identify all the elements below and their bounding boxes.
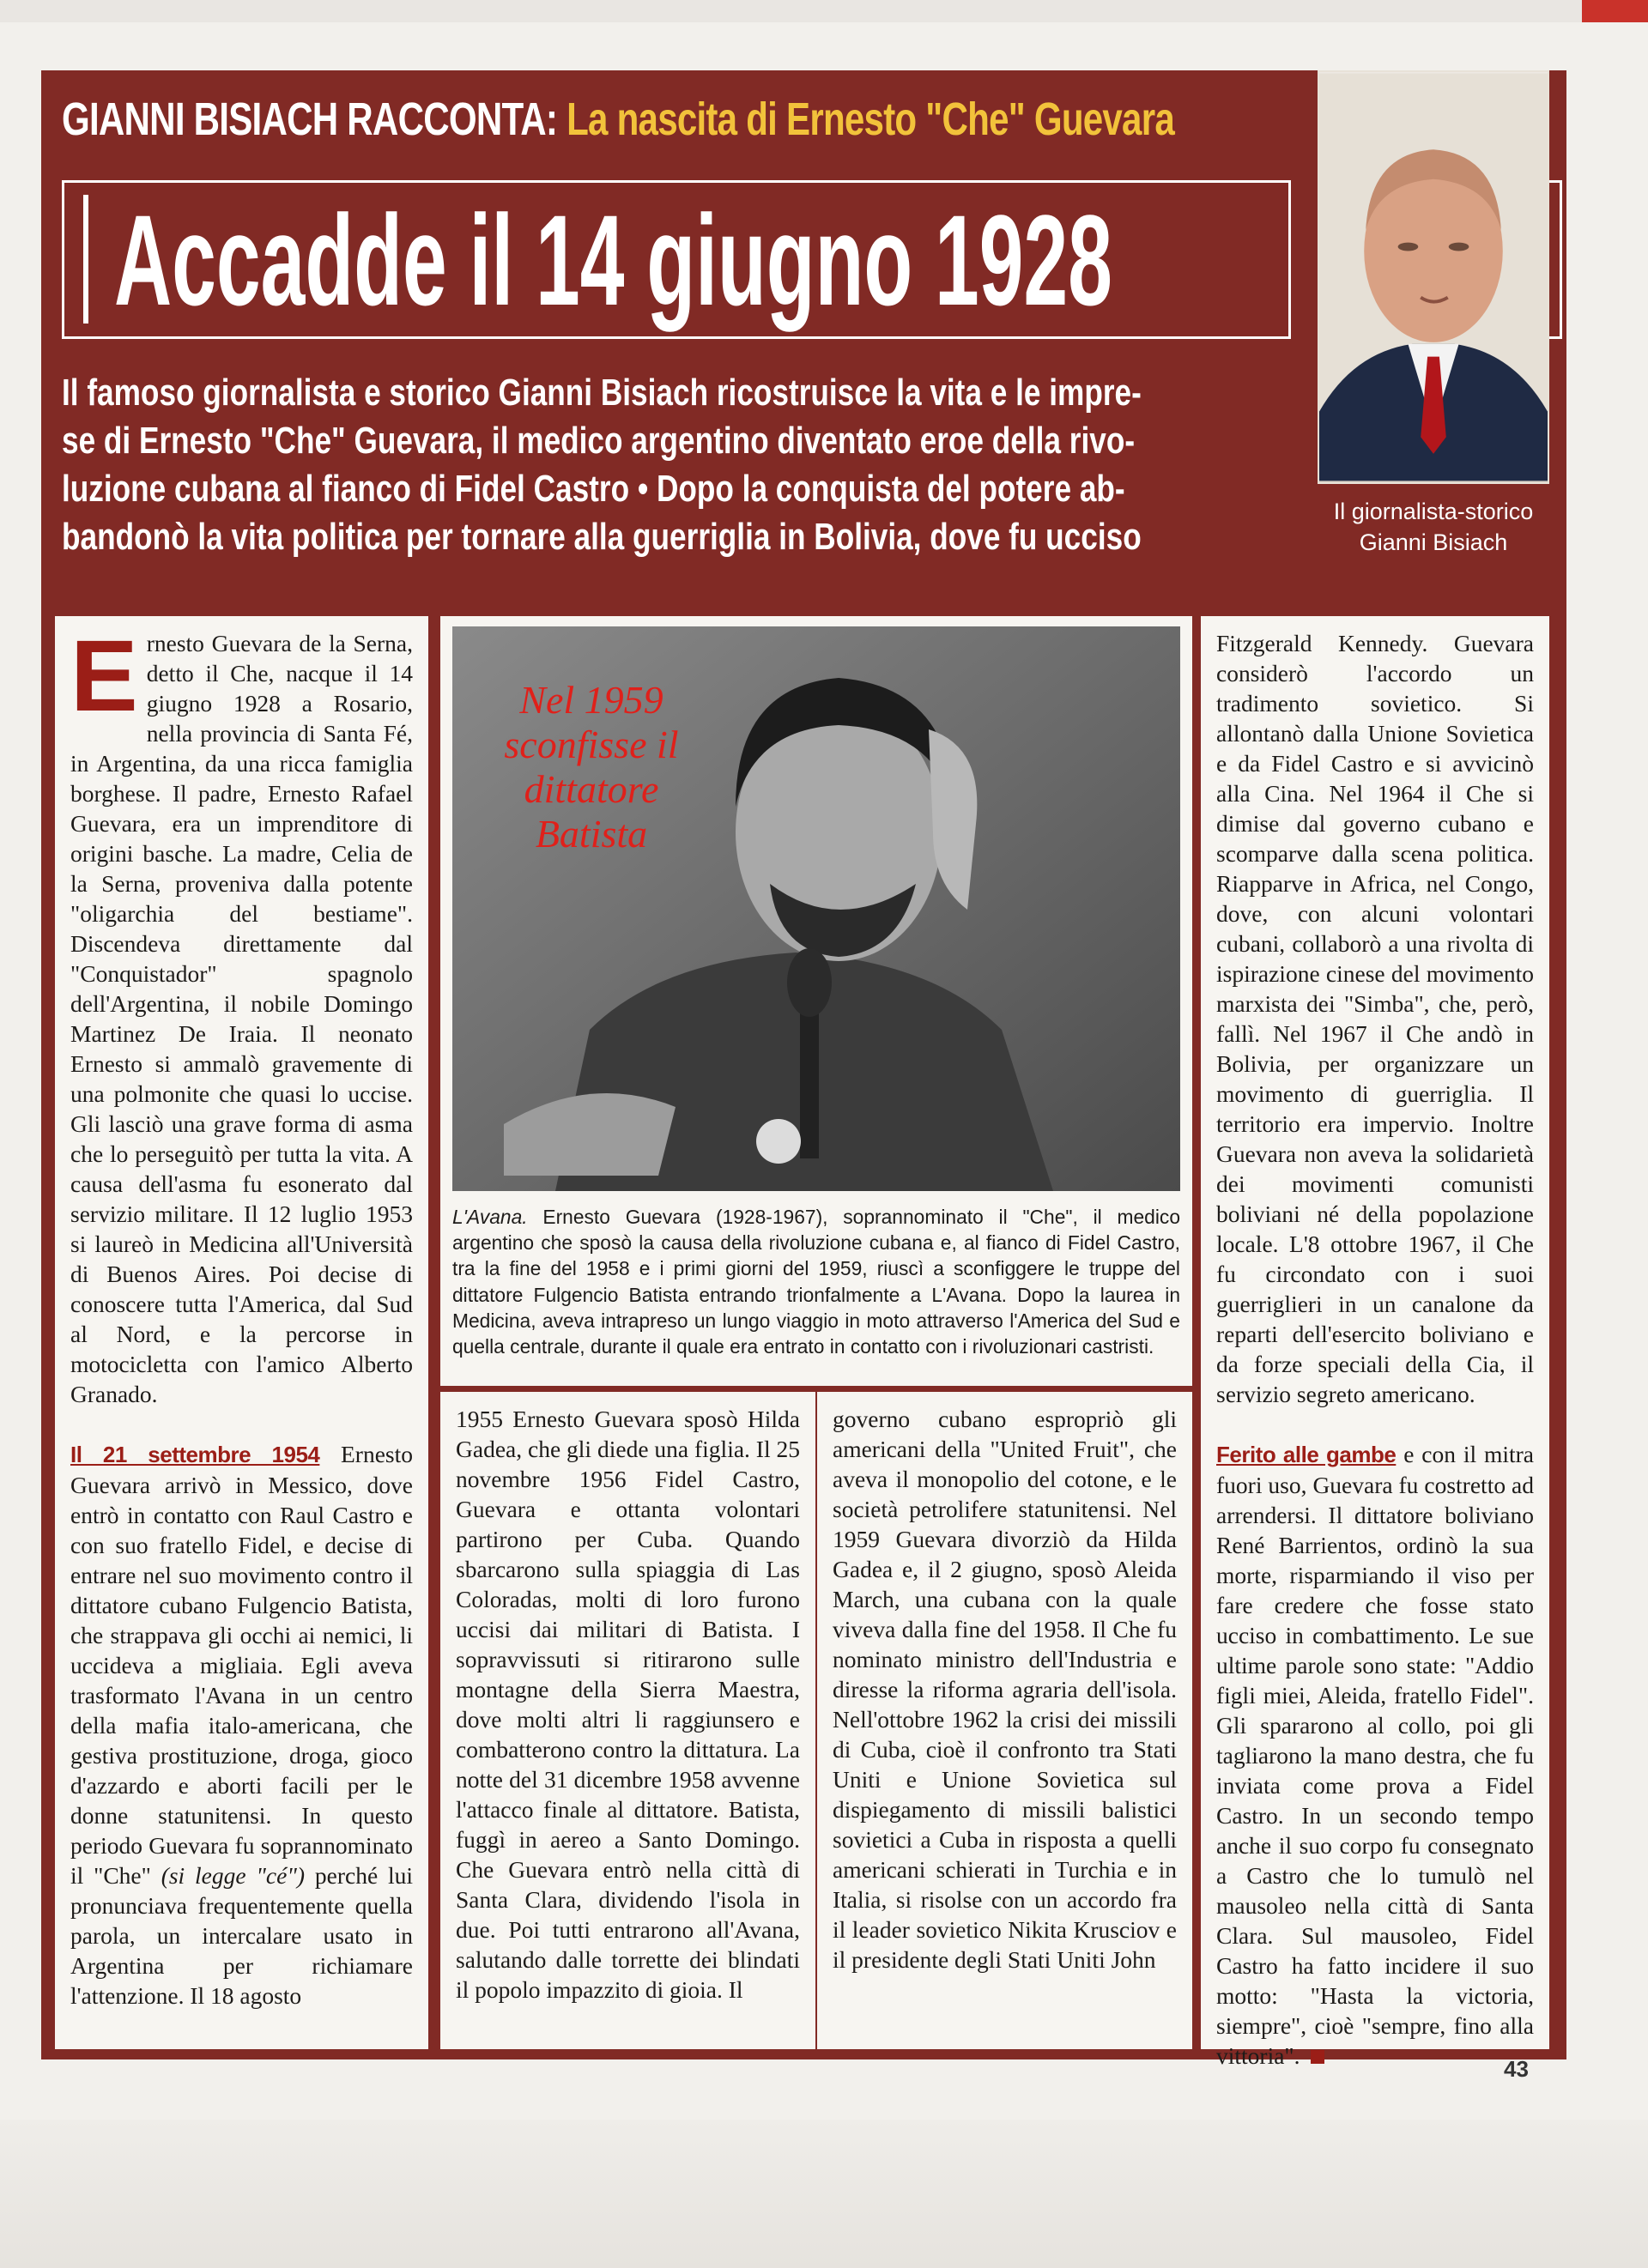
standfirst-line: luzione cubana al fianco di Fidel Castro • Dopo la conquista del potere ab- [62, 468, 1125, 510]
standfirst [62, 369, 1298, 561]
paragraph-text: rnesto Guevara de la Serna, detto il Che, nacque il 14 giugno 1928 a Rosario, nella provincia di Santa Fé, in Argentina, da una ricca famiglia borghese. Il padre, Ernesto Rafael Guevara, era un imprenditore di origini basche. La madre, Celia de la Serna, proveniva dalla potente "oligarchia del bestiame". Discendeva direttamente dal "Conquistador" spagnolo dell'Argentina, il nobile Domingo Martinez De Iraia. Il neonato Ernesto si ammalò gravemente di una polmonite che quasi lo uccise. Gli lasciò una grave forma di asma che lo perseguitò per tutta la vita. A causa dell'asma fu esonerato dal servizio militare. Il 12 luglio 1953 si laureò in Medicina all'Università di Buenos Aires. Poi decise di conoscere tutta l'America, dal Sud al Nord, e la percorse in motocicletta con l'amico Alberto Granado. [70, 630, 413, 1407]
standfirst-line: se di Ernesto "Che" Guevara, il medico argentino diventato eroe della rivo- [62, 420, 1136, 462]
column-4-text [1216, 628, 1534, 2071]
kicker-author: GIANNI BISIACH RACCONTA: [62, 94, 558, 145]
paragraph [1216, 1439, 1534, 2071]
standfirst-line: bandonò la vita politica per tornare alla guerriglia in Bolivia, dove fu ucciso [62, 516, 1142, 558]
column-3-text: governo cubano espropriò gli americani della "United Fruit", che aveva il monopolio del cotone, e le società petrolifere statunitensi. Nel 1959 Guevara divorziò da Hilda Gadea e, il 2 giugno, sposò Aleida March, una cubana con la quale viveva dalla fine del 1958. Il Che fu nominato ministro dell'Industria e diresse la riforma agraria dell'isola. Nell'ottobre 1962 la crisi dei missili di Cuba, cioè il confronto tra Stati Uniti e Unione Sovietica sul dispiegamento di missili balistici sovietici a Cuba in risposta a quelli americani schierati in Turchia e in Italia, si risolse con un accordo fra il leader sovietico Nikita Krusciov e il presidente degli Stati Uniti John [833, 1406, 1177, 1973]
italic-note: (si legge "cé") [161, 1862, 306, 1889]
page-number: 43 [1504, 2056, 1529, 2082]
column-2 [440, 1392, 815, 2049]
photo-caption-lead: L'Avana. [452, 1206, 528, 1228]
author-portrait-illustration [1319, 72, 1548, 482]
standfirst-line: Il famoso giornalista e storico Gianni Bisiach ricostruisce la vita e le impre- [62, 372, 1142, 414]
paragraph-text: Ernesto Guevara arrivò in Messico, dove entrò in contatto con Raul Castro e con suo fratello Fidel, e decise di entrare nel suo movimento contro il dittatore cubano Fulgencio Batista, che strappava gli occhi ai nemici, li uccideva a migliaia. Egli aveva trasformato l'Avana in un centro della mafia italo-americana, che gestiva prostituzione, droga, gioco d'azzardo e aborti facili per le donne statunitensi. In questo periodo Guevara fu soprannominato il "Che" [70, 1441, 413, 1889]
author-portrait [1318, 70, 1549, 484]
subhead: Il 21 settembre 1954 [70, 1442, 320, 1467]
paragraph-text: e con il mitra fuori uso, Guevara fu costretto ad arrendersi. Il dittatore boliviano René Barrientos, ordinò la sua morte, risparmiando il viso per fare credere che fosse stato ucciso in combattimento. Le sue ultime parole sono state: "Addio figli miei, Aleida, fratello Fidel". Gli spararono al collo, poi gli tagliarono la mano destra, che fu inviata come prova a Fidel Castro. In un secondo tempo anche il suo corpo fu consegnato a Castro che lo tumulò nel mausoleo nella città di Santa Clara. Sul mausoleo, Fidel Castro ha fatto incidere il suo motto: "Hasta la victoria, siempre", cioè "sempre, fino alla vittoria". [1216, 1441, 1535, 2069]
portrait-caption-line: Il giornalista-storico [1333, 499, 1534, 524]
paragraph [70, 1439, 413, 2011]
paragraph [70, 620, 413, 1409]
photo-panel [440, 616, 1192, 1386]
portrait-caption [1309, 496, 1558, 558]
portrait-caption-line: Gianni Bisiach [1359, 529, 1508, 555]
top-strip [0, 0, 1648, 22]
column-1-text [70, 620, 414, 2011]
subhead: Ferito alle gambe [1216, 1442, 1397, 1467]
paragraph-text: perché lui pronunciava frequentemente quella parola, un intercalare usato in Argentina per richiamare l'attenzione. Il 18 agosto [70, 1862, 414, 2009]
page-bottom [0, 2120, 1648, 2268]
headline-box [62, 180, 1291, 339]
column-2-text: 1955 Ernesto Guevara sposò Hilda Gadea, che gli diede una figlia. Il 25 novembre 1956 Fidel Castro, Guevara e ottanta volontari partirono per Cuba. Quando sbarcarono sulla spiaggia di Las Coloradas, molti di loro furono uccisi dai militari di Batista. I sopravvissuti si ritirarono sulle montagne della Sierra Maestra, dove molti altri li raggiunsero e combatterono contro la dittatura. La notte del 31 dicembre 1958 avvenne l'attacco finale al dittatore. Batista, fuggì in aereo a Santo Domingo. Che Guevara entrò nella città di Santa Clara, dividendo l'isola in due. Poi tutti entrarono all'Avana, salutando dalle torrette dei blindati il popolo impazzito di gioia. Il [456, 1406, 800, 2003]
pull-quote: Nel 1959 sconfisse il dittatore Batista [504, 678, 679, 856]
headline: Accadde il 14 giugno 1928 [114, 187, 1112, 332]
end-mark-icon [1311, 2050, 1324, 2064]
che-guevara-photo [452, 626, 1180, 1191]
photo-caption-text: Ernesto Guevara (1928-1967), soprannominato il "Che", il medico argentino che sposò la causa della rivoluzione cubana e, al fianco di Fidel Castro, tra la fine del 1958 e i primi giorni del 1959, riuscì a sconfiggere le truppe del dittatore Fulgencio Batista entrando trionfalmente a L'Avana. Dopo la laurea in Medicina, aveva intrapreso un lungo viaggio in moto attraverso l'America del Sud e quella centrale, durante il quale era entrato in contatto con i rivoluzionari castristi. [452, 1206, 1180, 1358]
kicker [62, 93, 1174, 146]
dropcap: E [70, 620, 138, 733]
kicker-topic: La nascita di Ernesto "Che" Guevara [566, 94, 1174, 145]
column-1 [55, 616, 428, 2049]
paragraph: Fitzgerald Kennedy. Guevara considerò l'accordo un tradimento sovietico. Si allontanò dalla Unione Sovietica e da Fidel Castro e si avvicinò alla Cina. Nel 1964 il Che si dimise dal governo cubano e scomparve dalla scena politica. Riapparve in Africa, nel Congo, dove, con alcuni volontari cubani, collaborò a una rivolta di ispirazione cinese del movimento marxista dei "Simba", che, però, fallì. Nel 1967 il Che andò in Bolivia, per organizzare un movimento di guerriglia. Il territorio era impervio. Inoltre Guevara non aveva la solidarietà dei movimenti comunisti boliviani né della popolazione locale. L'8 ottobre 1967, il Che fu circondato con i suoi guerriglieri in un canalone da reparti dell'esercito boliviano e da forze speciali della Cia, il servizio segreto americano. [1216, 630, 1534, 1407]
column-3 [817, 1392, 1192, 2049]
photo-caption [452, 1204, 1180, 1359]
